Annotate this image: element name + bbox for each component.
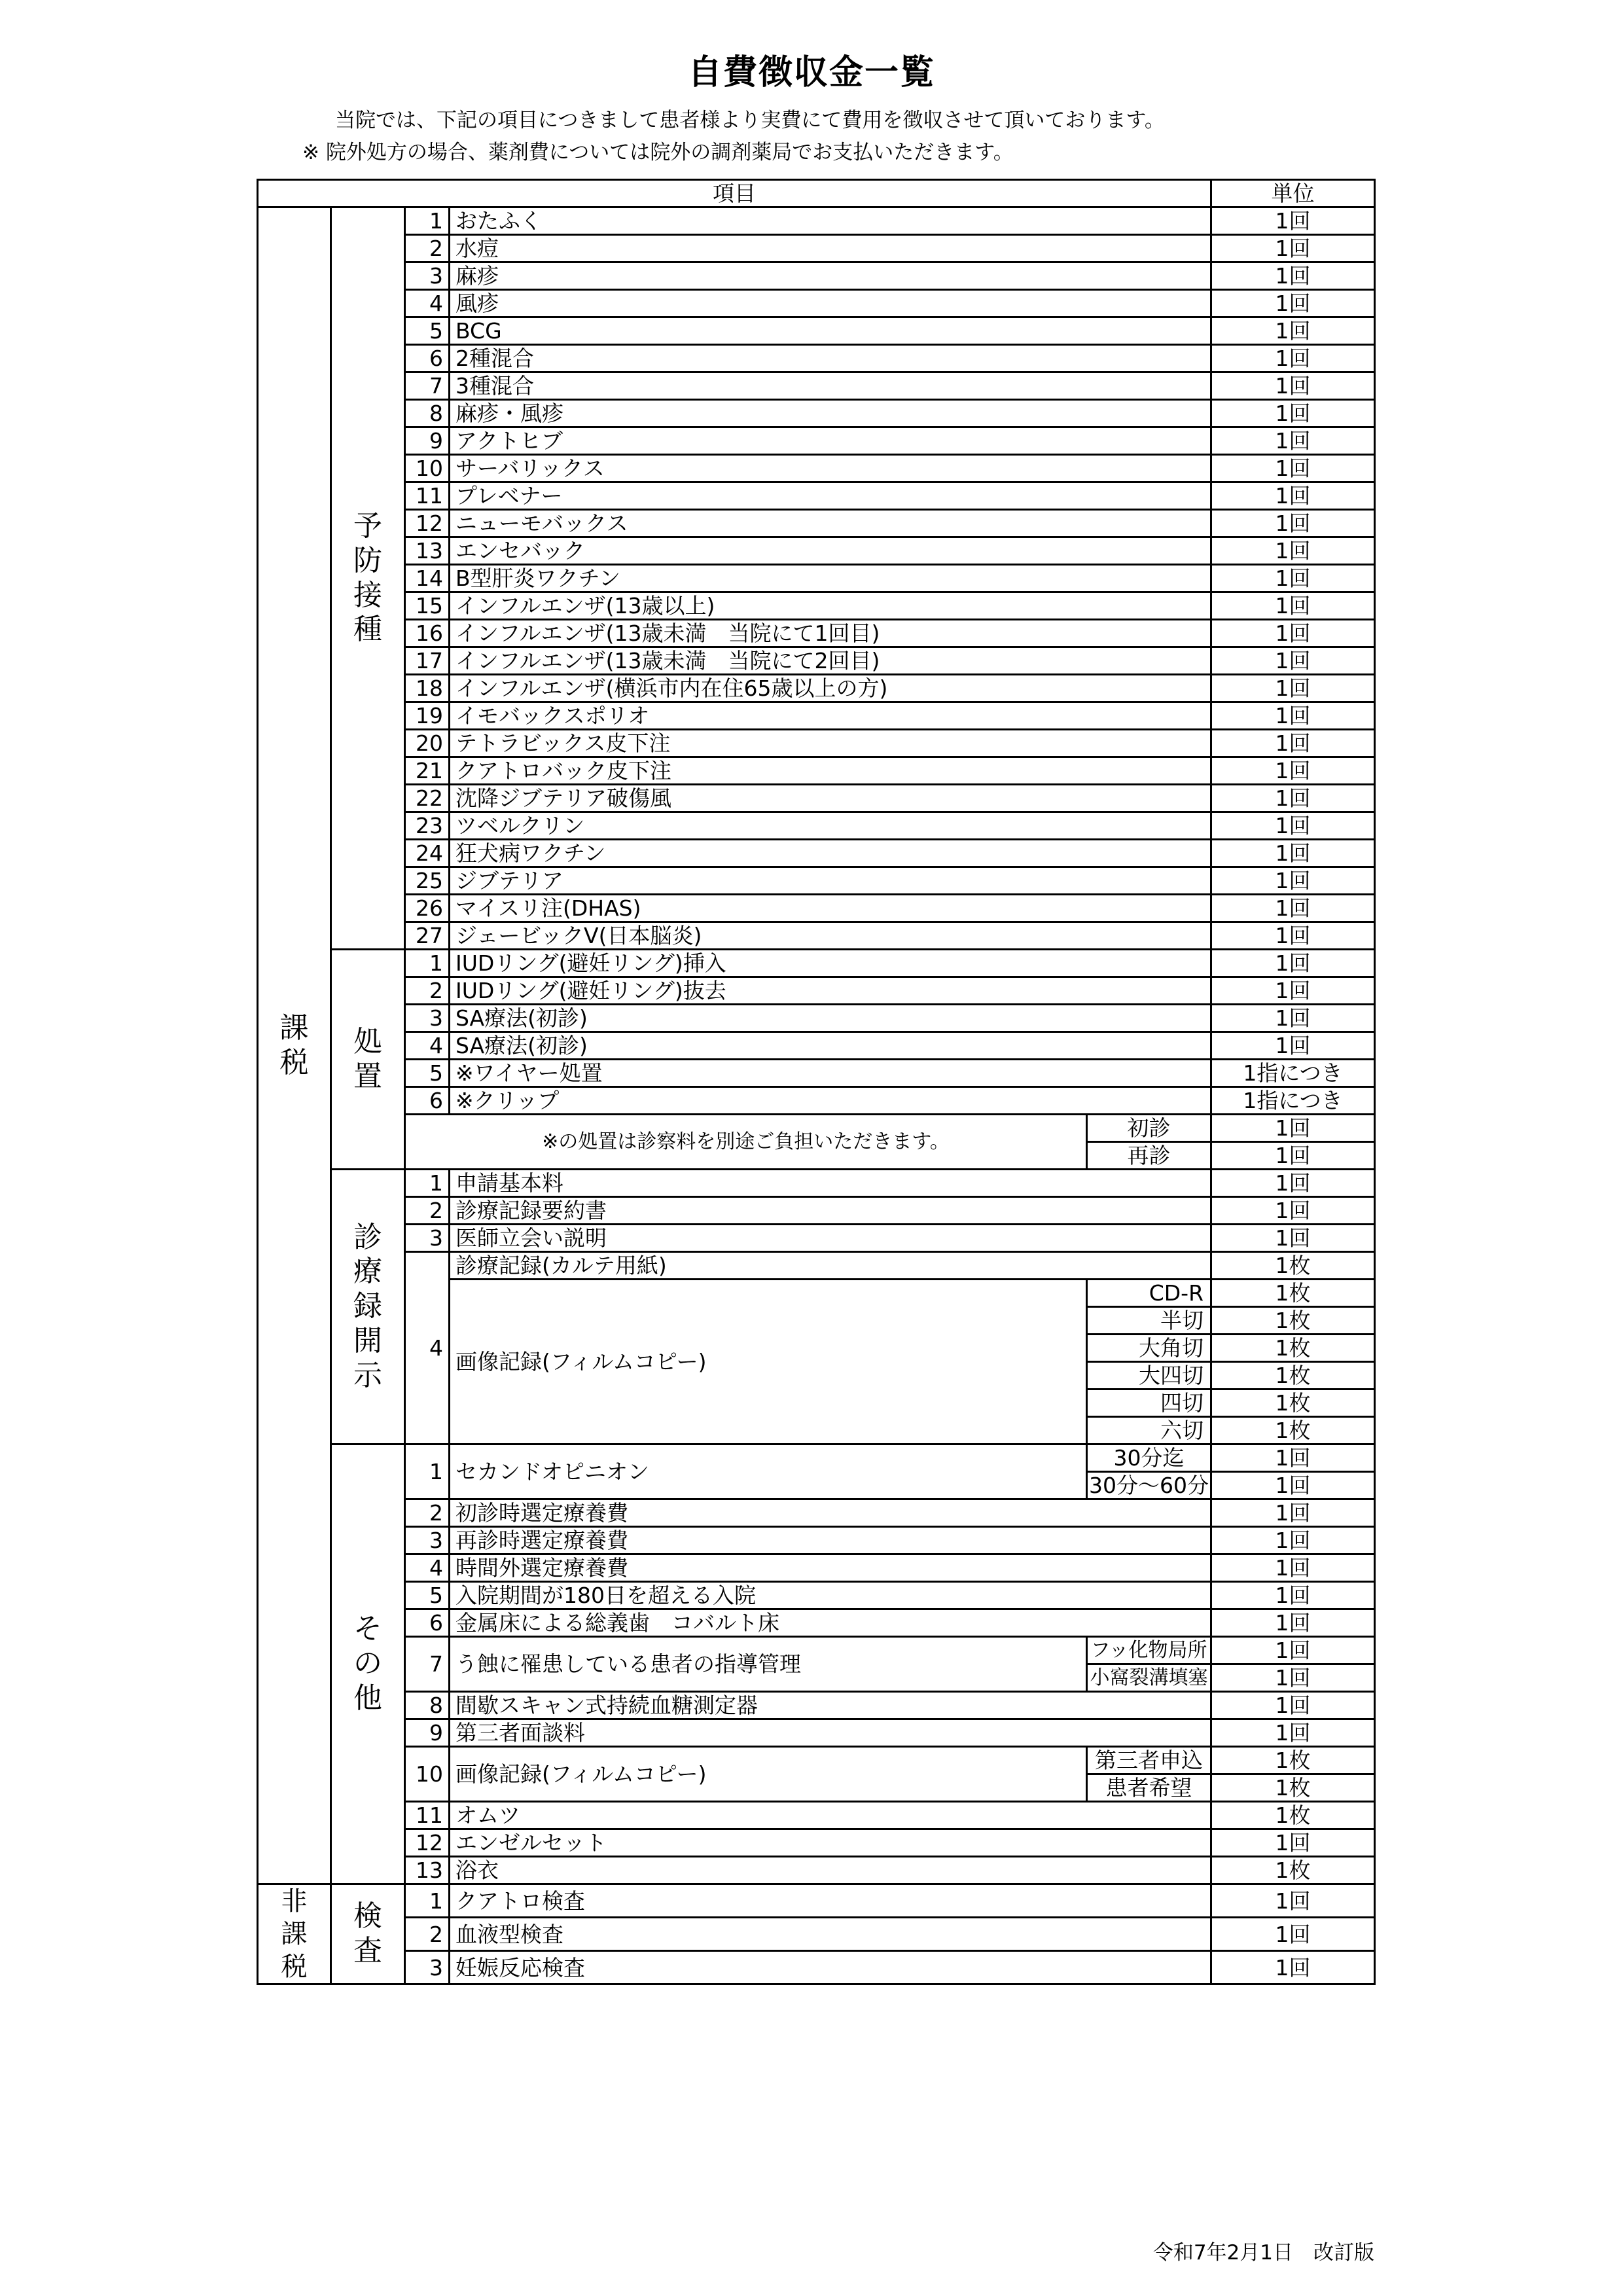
item-number: 14 — [405, 565, 450, 592]
film-size: 大角切 — [1087, 1335, 1211, 1362]
item-name: 初診時選定療養費 — [450, 1499, 1211, 1527]
item-unit: 1回 — [1211, 840, 1375, 867]
table-row — [258, 812, 1375, 840]
item-name: IUDリング(避妊リング)挿入 — [450, 950, 1211, 977]
intro-note: 当院では、下記の項目につきまして患者様より実費にて費用を徴収させて頂いております。 — [335, 109, 1165, 132]
table-row — [258, 950, 1375, 977]
table-row — [258, 1692, 1375, 1719]
item-name: ツベルクリン — [450, 812, 1211, 840]
table-row — [258, 372, 1375, 400]
item-unit: 1回 — [1211, 1582, 1375, 1609]
table-row — [258, 840, 1375, 867]
table-row — [258, 455, 1375, 482]
item-unit: 1回 — [1211, 207, 1375, 235]
item-name: ※ワイヤー処置 — [450, 1060, 1211, 1087]
item-number: 3 — [405, 1005, 450, 1032]
table-header — [258, 180, 1375, 207]
item-unit: 1回 — [1211, 400, 1375, 427]
table-row — [258, 922, 1375, 950]
table-row — [258, 1747, 1375, 1774]
item-number: 11 — [405, 482, 450, 510]
item-unit: 1回 — [1211, 1664, 1375, 1692]
visit-type: 初診 — [1087, 1115, 1211, 1142]
table-row — [258, 510, 1375, 537]
table-row — [258, 1005, 1375, 1032]
item-number: 3 — [405, 262, 450, 290]
item-number: 18 — [405, 675, 450, 702]
item-name: う蝕に罹患している患者の指導管理 — [450, 1637, 1087, 1692]
table-row — [258, 757, 1375, 785]
item-number: 19 — [405, 702, 450, 730]
category-nontaxable: 非 課 税 — [258, 1884, 331, 1984]
prescription-note: ※ 院外処方の場合、薬剤費については院外の調剤薬局でお支払いただきます。 — [302, 141, 1014, 164]
item-number: 12 — [405, 510, 450, 537]
table-row — [258, 1857, 1375, 1884]
item-name: イモバックスポリオ — [450, 702, 1211, 730]
item-number: 11 — [405, 1802, 450, 1829]
table-row — [258, 1829, 1375, 1857]
item-number: 1 — [405, 1444, 450, 1499]
item-unit: 1枚 — [1211, 1802, 1375, 1829]
table-row — [258, 1032, 1375, 1060]
table-row — [258, 1637, 1375, 1664]
item-name: クアトロ検査 — [450, 1884, 1211, 1918]
item-unit: 1枚 — [1211, 1335, 1375, 1362]
item-number: 1 — [405, 1884, 450, 1918]
item-name: SA療法(初診) — [450, 1032, 1211, 1060]
item-unit: 1枚 — [1211, 1857, 1375, 1884]
item-name: 第三者面談料 — [450, 1719, 1211, 1747]
item-unit: 1回 — [1211, 262, 1375, 290]
table-row — [258, 1951, 1375, 1984]
item-number: 4 — [405, 1032, 450, 1060]
item-unit: 1回 — [1211, 1951, 1375, 1984]
item-unit: 1回 — [1211, 1115, 1375, 1142]
item-unit: 1回 — [1211, 1829, 1375, 1857]
item-number: 15 — [405, 592, 450, 620]
item-name: 医師立会い説明 — [450, 1225, 1211, 1252]
item-number: 23 — [405, 812, 450, 840]
item-name: マイスリ注(DHAS) — [450, 895, 1211, 922]
table-row — [258, 1170, 1375, 1197]
item-number: 5 — [405, 1060, 450, 1087]
table-row — [258, 1719, 1375, 1747]
table-row — [258, 1499, 1375, 1527]
header-item: 項目 — [258, 180, 1211, 207]
table-row — [258, 620, 1375, 647]
revision-date: 令和7年2月1日 改訂版 — [1152, 2241, 1374, 2265]
item-unit: 1回 — [1211, 1032, 1375, 1060]
table-row — [258, 1884, 1375, 1918]
item-number: 2 — [405, 1499, 450, 1527]
film-size: 四切 — [1087, 1390, 1211, 1417]
table-row — [258, 1802, 1375, 1829]
table-row — [258, 1582, 1375, 1609]
item-name: 浴衣 — [450, 1857, 1211, 1884]
fee-table — [257, 179, 1376, 1985]
item-name: 診療記録(カルテ用紙) — [450, 1252, 1211, 1280]
header-unit: 単位 — [1211, 180, 1375, 207]
section-tests: 検 査 — [331, 1884, 405, 1984]
item-name: セカンドオピニオン — [450, 1444, 1087, 1499]
item-unit: 1回 — [1211, 1554, 1375, 1582]
item-unit: 1指につき — [1211, 1087, 1375, 1115]
item-name: エンセバック — [450, 537, 1211, 565]
item-option: 30分迄 — [1087, 1444, 1211, 1472]
table-row — [258, 565, 1375, 592]
item-number: 3 — [405, 1527, 450, 1554]
item-unit: 1回 — [1211, 812, 1375, 840]
item-number: 20 — [405, 730, 450, 757]
table-row — [258, 235, 1375, 262]
item-name: 入院期間が180日を超える入院 — [450, 1582, 1211, 1609]
item-number: 9 — [405, 427, 450, 455]
table-row — [258, 427, 1375, 455]
item-number: 2 — [405, 1918, 450, 1951]
item-unit: 1回 — [1211, 565, 1375, 592]
item-number: 2 — [405, 977, 450, 1005]
item-number: 16 — [405, 620, 450, 647]
item-unit: 1枚 — [1211, 1747, 1375, 1774]
item-number: 2 — [405, 235, 450, 262]
item-number: 6 — [405, 1087, 450, 1115]
item-unit: 1回 — [1211, 1197, 1375, 1225]
item-name: 水痘 — [450, 235, 1211, 262]
item-name: 風疹 — [450, 290, 1211, 317]
table-row — [258, 537, 1375, 565]
item-unit: 1回 — [1211, 867, 1375, 895]
item-unit: 1指につき — [1211, 1060, 1375, 1087]
item-unit: 1回 — [1211, 235, 1375, 262]
category-taxable: 課 税 — [258, 207, 331, 1884]
item-unit: 1回 — [1211, 510, 1375, 537]
item-unit: 1回 — [1211, 345, 1375, 372]
film-size: CD-R — [1087, 1280, 1211, 1307]
item-name: 時間外選定療養費 — [450, 1554, 1211, 1582]
table-row — [258, 1115, 1375, 1142]
item-number: 7 — [405, 1637, 450, 1692]
item-name: テトラビックス皮下注 — [450, 730, 1211, 757]
item-unit: 1回 — [1211, 427, 1375, 455]
film-size: 大四切 — [1087, 1362, 1211, 1390]
item-unit: 1回 — [1211, 1225, 1375, 1252]
item-unit: 1枚 — [1211, 1362, 1375, 1390]
item-option: 小窩裂溝填塞 — [1087, 1664, 1211, 1692]
item-name: インフルエンザ(13歳未満 当院にて2回目) — [450, 647, 1211, 675]
table-row — [258, 1225, 1375, 1252]
item-unit: 1回 — [1211, 317, 1375, 345]
item-name: IUDリング(避妊リング)抜去 — [450, 977, 1211, 1005]
item-number: 2 — [405, 1197, 450, 1225]
item-unit: 1回 — [1211, 1692, 1375, 1719]
item-name: ジブテリア — [450, 867, 1211, 895]
item-name: ニューモバックス — [450, 510, 1211, 537]
table-row — [258, 1918, 1375, 1951]
table-row — [258, 1252, 1375, 1280]
item-unit: 1回 — [1211, 620, 1375, 647]
table-row — [258, 785, 1375, 812]
item-number: 5 — [405, 1582, 450, 1609]
item-unit: 1回 — [1211, 1918, 1375, 1951]
item-option: フッ化物局所 — [1087, 1637, 1211, 1664]
item-number: 8 — [405, 1692, 450, 1719]
table-row — [258, 290, 1375, 317]
item-name: プレベナー — [450, 482, 1211, 510]
table-body — [258, 207, 1375, 1984]
section-vaccination: 予 防 接 種 — [331, 207, 405, 950]
table-row — [258, 345, 1375, 372]
item-name: インフルエンザ(横浜市内在住65歳以上の方) — [450, 675, 1211, 702]
item-unit: 1枚 — [1211, 1280, 1375, 1307]
table-row — [258, 1609, 1375, 1637]
table-row — [258, 317, 1375, 345]
item-unit: 1枚 — [1211, 1417, 1375, 1444]
item-number: 10 — [405, 455, 450, 482]
item-number: 1 — [405, 207, 450, 235]
item-name: インフルエンザ(13歳以上) — [450, 592, 1211, 620]
item-number: 25 — [405, 867, 450, 895]
item-number: 6 — [405, 345, 450, 372]
item-unit: 1枚 — [1211, 1390, 1375, 1417]
item-name: 間歇スキャン式持続血糖測定器 — [450, 1692, 1211, 1719]
item-unit: 1回 — [1211, 1609, 1375, 1637]
item-name: インフルエンザ(13歳未満 当院にて1回目) — [450, 620, 1211, 647]
item-number: 8 — [405, 400, 450, 427]
item-number: 1 — [405, 1170, 450, 1197]
item-unit: 1枚 — [1211, 1252, 1375, 1280]
item-number: 4 — [405, 1252, 450, 1444]
table-row — [258, 482, 1375, 510]
item-unit: 1回 — [1211, 1472, 1375, 1499]
item-unit: 1回 — [1211, 977, 1375, 1005]
item-name: 再診時選定療養費 — [450, 1527, 1211, 1554]
item-name: 沈降ジブテリア破傷風 — [450, 785, 1211, 812]
item-unit: 1回 — [1211, 757, 1375, 785]
table-row — [258, 867, 1375, 895]
table-row — [258, 977, 1375, 1005]
table-row — [258, 895, 1375, 922]
item-name: おたふく — [450, 207, 1211, 235]
item-number: 26 — [405, 895, 450, 922]
table-row — [258, 702, 1375, 730]
item-name: 申請基本料 — [450, 1170, 1211, 1197]
item-unit: 1回 — [1211, 1527, 1375, 1554]
item-name: BCG — [450, 317, 1211, 345]
item-unit: 1回 — [1211, 1499, 1375, 1527]
item-number: 6 — [405, 1609, 450, 1637]
item-name: 血液型検査 — [450, 1918, 1211, 1951]
section-procedure: 処 置 — [331, 950, 405, 1170]
table-row — [258, 1554, 1375, 1582]
item-option: 30分～60分 — [1087, 1472, 1211, 1499]
item-number: 4 — [405, 1554, 450, 1582]
item-unit: 1回 — [1211, 372, 1375, 400]
item-option: 患者希望 — [1087, 1774, 1211, 1802]
item-number: 1 — [405, 950, 450, 977]
item-unit: 1回 — [1211, 730, 1375, 757]
item-number: 22 — [405, 785, 450, 812]
film-size: 六切 — [1087, 1417, 1211, 1444]
item-number: 21 — [405, 757, 450, 785]
item-unit: 1回 — [1211, 1444, 1375, 1472]
item-unit: 1回 — [1211, 537, 1375, 565]
table-row — [258, 675, 1375, 702]
item-unit: 1枚 — [1211, 1774, 1375, 1802]
item-unit: 1回 — [1211, 1142, 1375, 1170]
item-name: クアトロバック皮下注 — [450, 757, 1211, 785]
item-name: 金属床による総義歯 コバルト床 — [450, 1609, 1211, 1637]
item-number: 27 — [405, 922, 450, 950]
item-unit: 1回 — [1211, 785, 1375, 812]
procedure-note: ※の処置は診察料を別途ご負担いただきます。 — [405, 1115, 1087, 1170]
item-name: 診療記録要約書 — [450, 1197, 1211, 1225]
item-name: 画像記録(フィルムコピー) — [450, 1747, 1087, 1802]
item-number: 9 — [405, 1719, 450, 1747]
item-unit: 1回 — [1211, 482, 1375, 510]
section-other: そ の 他 — [331, 1444, 405, 1884]
table-row — [258, 1527, 1375, 1554]
item-number: 7 — [405, 372, 450, 400]
page-title: 自費徴収金一覧 — [687, 53, 935, 92]
item-number: 17 — [405, 647, 450, 675]
table-row — [258, 1444, 1375, 1472]
item-unit: 1回 — [1211, 647, 1375, 675]
item-number: 13 — [405, 1857, 450, 1884]
item-name: アクトヒブ — [450, 427, 1211, 455]
item-unit: 1回 — [1211, 950, 1375, 977]
item-unit: 1回 — [1211, 290, 1375, 317]
item-unit: 1回 — [1211, 702, 1375, 730]
table-row — [258, 647, 1375, 675]
item-name: 妊娠反応検査 — [450, 1951, 1211, 1984]
item-unit: 1枚 — [1211, 1307, 1375, 1335]
item-number: 13 — [405, 537, 450, 565]
item-name: 麻疹 — [450, 262, 1211, 290]
item-unit: 1回 — [1211, 455, 1375, 482]
item-unit: 1回 — [1211, 675, 1375, 702]
item-name: 狂犬病ワクチン — [450, 840, 1211, 867]
item-name: 麻疹・風疹 — [450, 400, 1211, 427]
item-option: 第三者申込 — [1087, 1747, 1211, 1774]
visit-type: 再診 — [1087, 1142, 1211, 1170]
table-row — [258, 1087, 1375, 1115]
item-name: サーバリックス — [450, 455, 1211, 482]
item-unit: 1回 — [1211, 895, 1375, 922]
item-number: 5 — [405, 317, 450, 345]
item-number: 3 — [405, 1225, 450, 1252]
item-name: 3種混合 — [450, 372, 1211, 400]
item-unit: 1回 — [1211, 592, 1375, 620]
item-name: ジェービックV(日本脳炎) — [450, 922, 1211, 950]
item-unit: 1回 — [1211, 1005, 1375, 1032]
item-number: 4 — [405, 290, 450, 317]
table-row — [258, 1197, 1375, 1225]
item-unit: 1回 — [1211, 1637, 1375, 1664]
item-unit: 1回 — [1211, 1884, 1375, 1918]
item-name: 2種混合 — [450, 345, 1211, 372]
fee-table-wrapper — [257, 179, 1374, 1985]
item-name: B型肝炎ワクチン — [450, 565, 1211, 592]
item-number: 10 — [405, 1747, 450, 1802]
item-number: 24 — [405, 840, 450, 867]
item-name: SA療法(初診) — [450, 1005, 1211, 1032]
item-unit: 1回 — [1211, 1170, 1375, 1197]
item-number: 12 — [405, 1829, 450, 1857]
table-row — [258, 262, 1375, 290]
item-number: 3 — [405, 1951, 450, 1984]
item-unit: 1回 — [1211, 1719, 1375, 1747]
item-name: オムツ — [450, 1802, 1211, 1829]
table-row — [258, 592, 1375, 620]
table-row — [258, 207, 1375, 235]
item-unit: 1回 — [1211, 922, 1375, 950]
item-name: ※クリップ — [450, 1087, 1211, 1115]
table-row — [258, 400, 1375, 427]
table-row — [258, 1060, 1375, 1087]
film-size: 半切 — [1087, 1307, 1211, 1335]
table-row — [258, 730, 1375, 757]
section-records-disclosure: 診 療 録 開 示 — [331, 1170, 405, 1444]
item-name: エンゼルセット — [450, 1829, 1211, 1857]
item-name: 画像記録(フィルムコピー) — [450, 1280, 1087, 1444]
